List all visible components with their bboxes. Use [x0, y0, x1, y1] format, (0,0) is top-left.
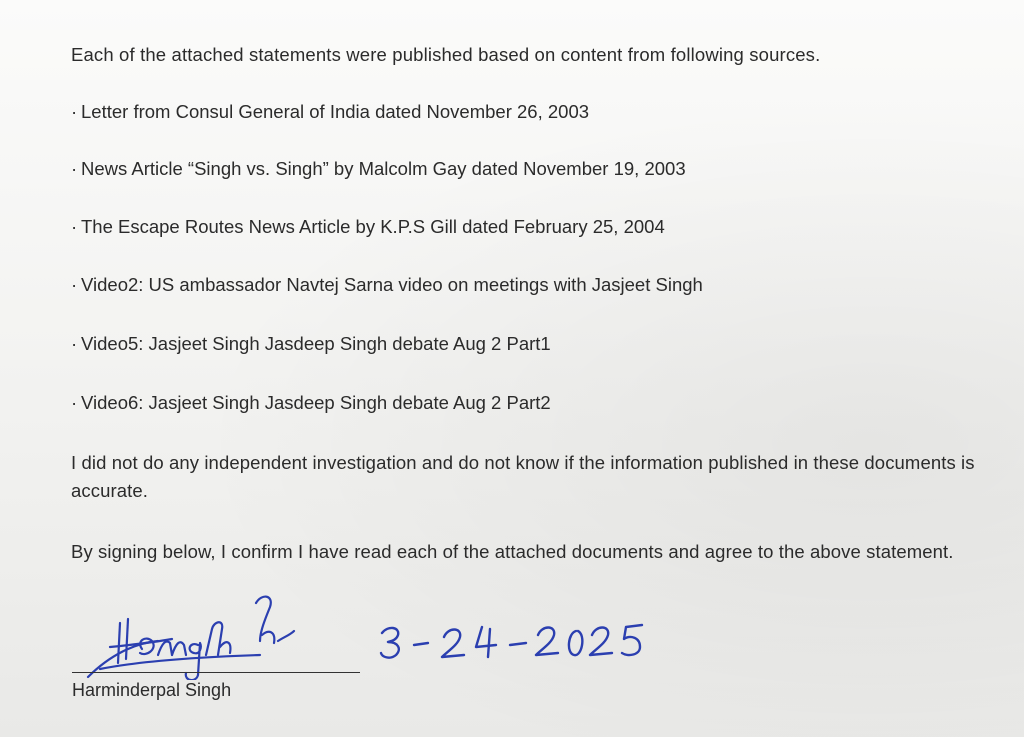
- bullet-icon: ·: [71, 101, 78, 122]
- signature-line: [72, 672, 360, 673]
- source-item-label: Video5: Jasjeet Singh Jasdeep Singh debate Aug 2 Part1: [81, 333, 551, 354]
- source-item: [71, 158, 686, 180]
- source-item: [71, 101, 589, 123]
- source-item-label: Video6: Jasjeet Singh Jasdeep Singh debate Aug 2 Part2: [81, 392, 551, 413]
- source-item-label: News Article “Singh vs. Singh” by Malcolm Gay dated November 19, 2003: [81, 158, 686, 179]
- source-item: [71, 333, 551, 355]
- bullet-icon: ·: [71, 216, 78, 237]
- intro-text: Each of the attached statements were published based on content from following sources.: [71, 44, 821, 65]
- source-item: [71, 216, 665, 238]
- source-item-label: The Escape Routes News Article by K.P.S Gill dated February 25, 2004: [81, 216, 665, 237]
- disclaimer-paragraph: I did not do any independent investigation and do not know if the information published in these documents is accurate.: [71, 452, 975, 501]
- handwritten-signature: [80, 585, 310, 680]
- bullet-icon: ·: [71, 274, 78, 295]
- signer-name: Harminderpal Singh: [72, 680, 232, 700]
- bullet-icon: ·: [71, 333, 78, 354]
- source-item-label: Video2: US ambassador Navtej Sarna video on meetings with Jasjeet Singh: [81, 274, 703, 295]
- source-item: [71, 392, 551, 414]
- source-item-label: Letter from Consul General of India dated November 26, 2003: [81, 101, 590, 122]
- bullet-icon: ·: [71, 158, 78, 179]
- source-item: [71, 274, 703, 296]
- handwritten-date: [378, 615, 648, 665]
- confirmation-paragraph: By signing below, I confirm I have read each of the attached documents and agree to the above statement.: [71, 541, 954, 562]
- bullet-icon: ·: [71, 392, 78, 413]
